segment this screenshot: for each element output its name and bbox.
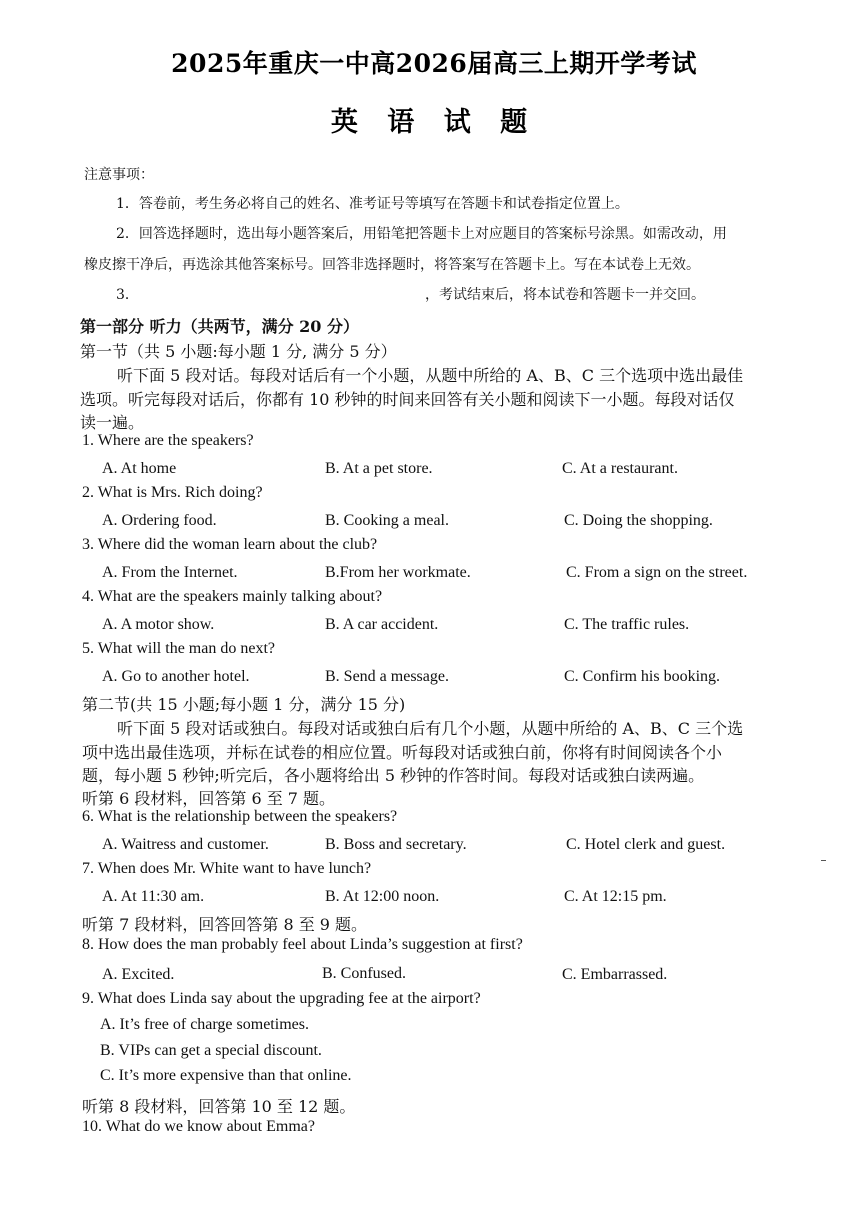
question-6-option-a: A. Waitress and customer.	[102, 836, 269, 853]
question-7-option-b: B. At 12:00 noon.	[325, 888, 440, 905]
section2-instruction-line-2: 项中选出最佳选项，并标在试卷的相应位置。听每段对话或独白前，你将有时间阅读各个小	[82, 743, 723, 762]
question-8-option-b: B. Confused.	[322, 965, 406, 982]
question-8-option-c: C. Embarrassed.	[562, 966, 668, 983]
margin-mark	[821, 860, 826, 861]
question-6-option-b: B. Boss and secretary.	[325, 836, 467, 853]
notice-item-2-line-2: 橡皮擦干净后，再选涂其他答案标号。回答非选择题时，将答案写在答题卡上。写在本试卷上无效。	[84, 257, 700, 273]
notice-item-3-number: 3．	[116, 287, 139, 303]
section2-instruction-line-1: 听下面 5 段对话或独白。每段对话或独白后有几个小题，从题中所给的 A、B、C 三个选	[117, 719, 744, 738]
question-3-option-b: B.From her workmate.	[325, 564, 471, 581]
question-8-stem: 8. How does the man probably feel about Linda’s suggestion at first?	[82, 936, 523, 953]
section2-heading: 第二节(共 15 小题;每小题 1 分，满分 15 分)	[82, 695, 406, 714]
question-7-option-c: C. At 12:15 pm.	[564, 888, 667, 905]
question-3-stem: 3. Where did the woman learn about the club?	[82, 536, 378, 553]
notice-item-3-text: ，考试结束后，将本试卷和答题卡一并交回。	[425, 287, 705, 303]
exam-title: 2025年重庆一中高2026届高三上期开学考试	[171, 49, 697, 78]
question-5-stem: 5. What will the man do next?	[82, 640, 275, 657]
question-7-stem: 7. When does Mr. White want to have lunch?	[82, 860, 372, 877]
question-10-stem: 10. What do we know about Emma?	[82, 1118, 315, 1135]
question-6-option-c: C. Hotel clerk and guest.	[566, 836, 726, 853]
question-4-option-a: A. A motor show.	[102, 616, 215, 633]
question-6-stem: 6. What is the relationship between the speakers?	[82, 808, 398, 825]
question-1-option-b: B. At a pet store.	[325, 460, 433, 477]
section1-instruction-line-1: 听下面 5 段对话。每段对话后有一个小题，从题中所给的 A、B、C 三个选项中选出最佳	[117, 366, 744, 385]
question-5-option-a: A. Go to another hotel.	[102, 668, 250, 685]
section1-instruction-line-2: 选项。听完每段对话后，你都有 10 秒钟的时间来回答有关小题和阅读下一小题。每段对话仅	[80, 390, 735, 409]
question-9-option-a: A. It’s free of charge sometimes.	[100, 1016, 309, 1033]
material-8-heading: 听第 8 段材料，回答第 10 至 12 题。	[82, 1097, 356, 1116]
question-2-option-b: B. Cooking a meal.	[325, 512, 449, 529]
part1-heading: 第一部分 听力（共两节，满分 20 分）	[80, 317, 359, 336]
notice-item-2-line-1: 2．回答选择题时，选出每小题答案后，用铅笔把答题卡上对应题目的答案标号涂黑。如需改动，用	[116, 226, 727, 242]
question-1-option-c: C. At a restaurant.	[562, 460, 678, 477]
question-3-option-c: C. From a sign on the street.	[566, 564, 748, 581]
notice-heading: 注意事项：	[84, 167, 154, 183]
question-9-option-c: C. It’s more expensive than that online.	[100, 1067, 352, 1084]
question-2-option-c: C. Doing the shopping.	[564, 512, 713, 529]
question-4-stem: 4. What are the speakers mainly talking about?	[82, 588, 383, 605]
question-7-option-a: A. At 11:30 am.	[102, 888, 205, 905]
exam-subtitle: 英 语 试 题	[330, 107, 538, 138]
question-5-option-c: C. Confirm his booking.	[564, 668, 721, 685]
material-6-heading: 听第 6 段材料，回答第 6 至 7 题。	[82, 789, 336, 808]
notice-item-1: 1．答卷前，考生务必将自己的姓名、准考证号等填写在答题卡和试卷指定位置上。	[116, 196, 629, 212]
question-9-stem: 9. What does Linda say about the upgrading fee at the airport?	[82, 990, 481, 1007]
question-9-option-b: B. VIPs can get a special discount.	[100, 1042, 322, 1059]
question-1-option-a: A. At home	[102, 460, 177, 477]
question-2-stem: 2. What is Mrs. Rich doing?	[82, 484, 263, 501]
section2-instruction-line-3: 题，每小题 5 秒钟;听完后，各小题将给出 5 秒钟的作答时间。每段对话或独白读两遍。	[82, 766, 705, 785]
question-4-option-c: C. The traffic rules.	[564, 616, 690, 633]
question-4-option-b: B. A car accident.	[325, 616, 439, 633]
section1-heading: 第一节（共 5 小题:每小题 1 分, 满分 5 分）	[80, 342, 397, 361]
question-5-option-b: B. Send a message.	[325, 668, 449, 685]
question-1-stem: 1. Where are the speakers?	[82, 432, 254, 449]
question-8-option-a: A. Excited.	[102, 966, 175, 983]
question-3-option-a: A. From the Internet.	[102, 564, 238, 581]
question-2-option-a: A. Ordering food.	[102, 512, 217, 529]
material-7-heading: 听第 7 段材料，回答回答第 8 至 9 题。	[82, 915, 368, 934]
section1-instruction-line-3: 读一遍。	[80, 413, 145, 432]
